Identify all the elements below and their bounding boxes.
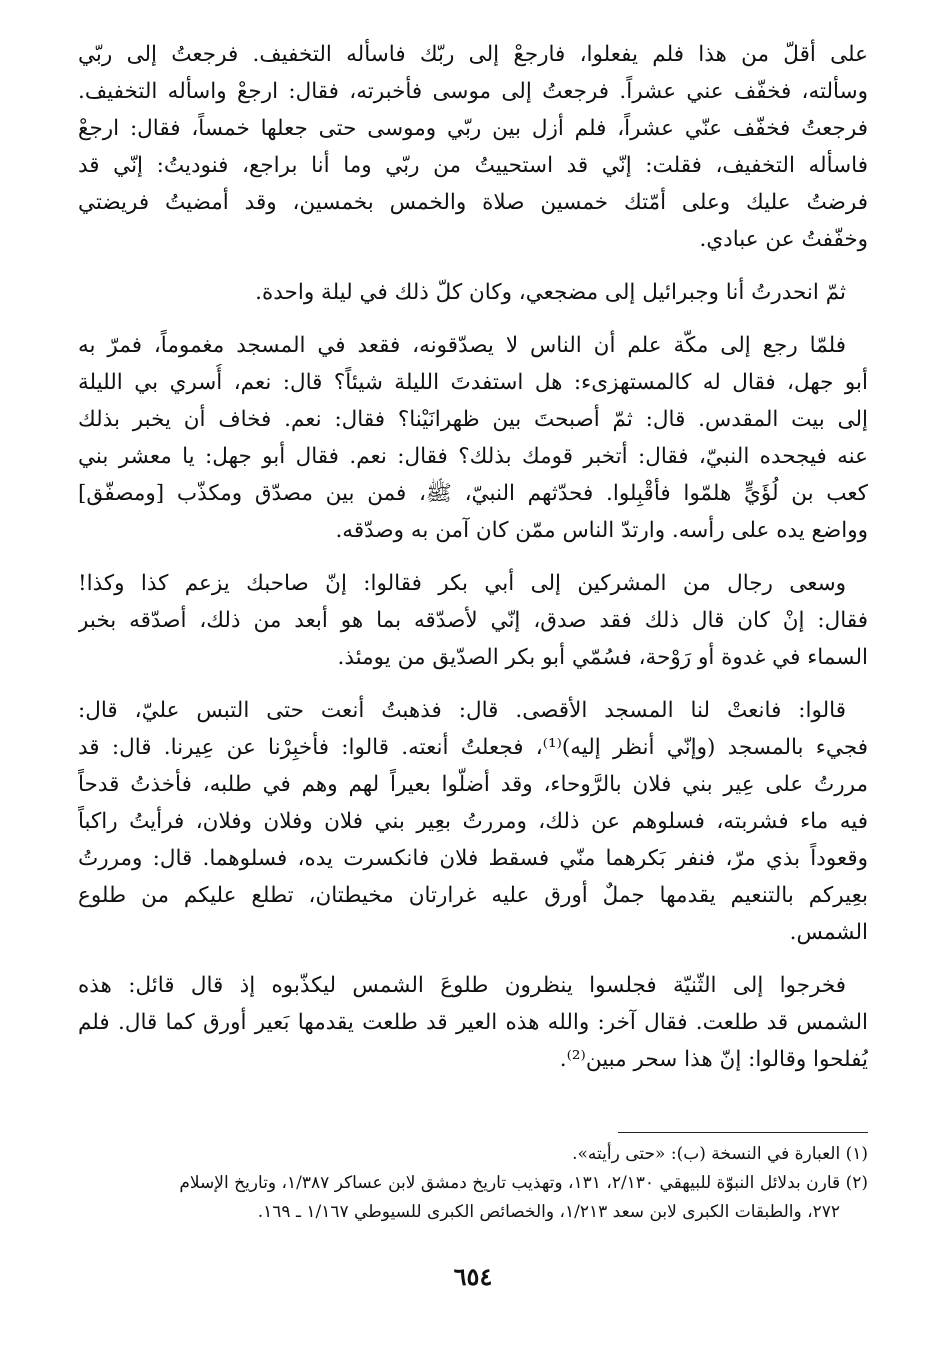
text-line: على أقلّ من هذا فلم يفعلوا، فارجعْ إلى ربّك فاسأله التخفيف. فرجعتُ إلى ربّي xyxy=(78,42,868,67)
paragraph-1 xyxy=(78,36,868,258)
text-line: يُفلحوا وقالوا: إنّ هذا سحر مبين⁽²⁾. xyxy=(559,1047,868,1072)
text-line: فاسأله التخفيف، فقلت: إنّي قد استحييتُ من ربّي وما أنا براجع، فنوديتُ: إنّي قد xyxy=(78,153,868,178)
text-line: فرضتُ عليك وعلى أمّتك خمسين صلاة والخمس بخمسين، وقد أمضيتُ فريضتي xyxy=(78,190,868,215)
text-line: فقال: إنْ كان قال ذلك فقد صدق، إنّي لأصدّقه بما هو أبعد من ذلك، أصدّقه بخبر xyxy=(78,608,868,633)
text-line: فلمّا رجع إلى مكّة علم أن الناس لا يصدّقونه، فقعد في المسجد مغموماً، فمرّ به xyxy=(78,333,846,358)
paragraph-3 xyxy=(78,327,868,549)
footnote-2: (٢) قارن بدلائل النبوّة للبيهقي ٢/١٣٠، ١٣١، وتهذيب تاريخ دمشق لابن عساكر ١/٣٨٧، وتاريخ الإسلام xyxy=(179,1173,868,1193)
text-line: وسعى رجال من المشركين إلى أبي بكر فقالوا: إنّ صاحبك يزعم كذا وكذا! xyxy=(78,571,846,596)
text-line: عنه فيجحده النبيّ، فقال: أتخبر قومك بذلك؟ فقال: نعم. فقال أبو جهل: يا معشر بني xyxy=(78,444,868,469)
text-line: السماء في غدوة أو رَوْحة، فسُمّي أبو بكر الصدّيق من يومئذ. xyxy=(337,645,868,670)
paragraph-2 xyxy=(78,274,868,311)
footnote-1: (١) العبارة في النسخة (ب): «حتى رأيته». xyxy=(572,1144,868,1164)
text-line: مررتُ على عِير بني فلان بالرَّوحاء، وقد أضلّوا بعيراً لهم وهم في طلبه، فأخذتُ قدحاً xyxy=(78,772,868,797)
text-line: فخرجوا إلى الثّنيّة فجلسوا ينظرون طلوعَ الشمس ليكذّبوه إذ قال قائل: هذه xyxy=(78,973,846,998)
text-line: كعب بن لُؤَيٍّ هلمّوا فأقْبِلوا. فحدّثهم النبيّ، ﷺ، فمن بين مصدّق ومكذّب [ومصفّق] xyxy=(78,481,868,506)
page-number: ٦٥٤ xyxy=(453,1262,493,1291)
text-line: الشمس قد طلعت. فقال آخر: والله هذه العير قد طلعت يقدمها بَعير أورق كما قال. فلم xyxy=(78,1010,868,1035)
text-line: فرجعتُ فخفّف عنّي عشراً، فلم أزل بين ربّي وموسى حتى جعلها خمساً، فقال: ارجعْ xyxy=(78,116,868,141)
text-line: وخفّفتُ عن عبادي. xyxy=(699,227,868,252)
text-line: أبو جهل، فقال له كالمستهزىء: هل استفدتَ الليلة شيئاً؟ قال: نعم، أُسري بي الليلة xyxy=(78,370,868,395)
text-line: وسألته، فخفّف عني عشراً. فرجعتُ إلى موسى فأخبرته، فقال: ارجعْ واسأله التخفيف. xyxy=(78,79,868,104)
footnote-2-continuation: ٢٧٢، والطبقات الكبرى لابن سعد ١/٢١٣، والخصائص الكبرى للسيوطي ١/١٦٧ ـ ١٦٩. xyxy=(257,1202,840,1222)
text-line: بعِيركم بالتنعيم يقدمها جملٌ أورق عليه غرارتان مخيطتان، تطلع عليكم من طلوع xyxy=(78,883,868,908)
text-line: فجيء بالمسجد (وإنّي أنظر إليه)⁽¹⁾، فجعلتُ أنعته. قالوا: فأخبِرْنا عن عِيرنا. قال: قد xyxy=(78,735,868,760)
main-text xyxy=(78,36,868,1094)
text-line: الشمس. xyxy=(789,920,868,945)
paragraph-4 xyxy=(78,565,868,676)
text-line: ثمّ انحدرتُ أنا وجبرائيل إلى مضجعي، وكان كلّ ذلك في ليلة واحدة. xyxy=(255,280,846,305)
text-line: إلى بيت المقدس. قال: ثمّ أصبحتَ بين ظهرانَيْنا؟ فقال: نعم. فخاف أن يخبر بذلك xyxy=(78,407,868,432)
paragraph-5 xyxy=(78,692,868,951)
text-line: وقعوداً بذي مرّ، فنفر بَكرهما منّي فسقط فلان فانكسرت يده، فسلوهما. قال: ومررتُ xyxy=(78,846,868,871)
footnote-divider xyxy=(618,1132,868,1133)
text-line: قالوا: فانعتْ لنا المسجد الأقصى. قال: فذهبتُ أنعت حتى التبس عليّ، قال: xyxy=(78,698,846,723)
text-line: وواضع يده على رأسه. وارتدّ الناس ممّن كان آمن به وصدّقه. xyxy=(335,518,868,543)
text-line: فيه ماء فشربته، فسلوهم عن ذلك، ومررتُ بعِير بني فلان وفلان وفلان، فرأيتُ راكباً xyxy=(78,809,868,834)
footnotes xyxy=(78,1140,868,1227)
paragraph-6 xyxy=(78,967,868,1078)
